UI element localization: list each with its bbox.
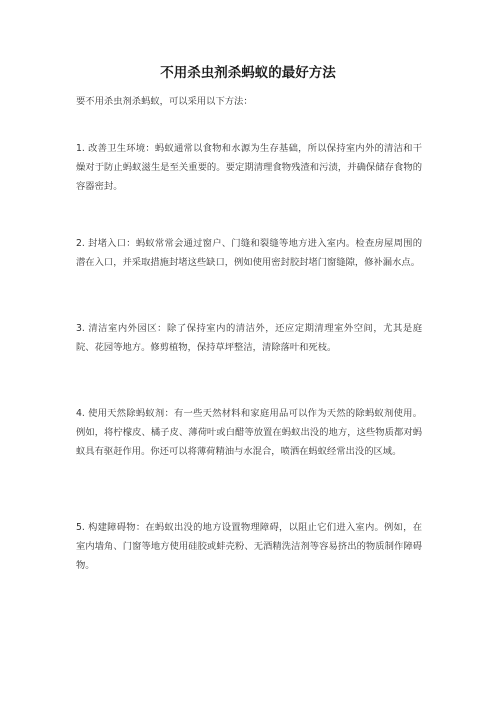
intro-paragraph: 要不用杀虫剂杀蚂蚁，可以采用以下方法： (76, 96, 253, 107)
method-item-2: 2. 封堵入口：蚂蚁常常会通过窗户、门缝和裂缝等地方进入室内。检查房屋周围的潜在入口，并采取措施封堵这些缺口，例如使用密封胶封堵门窗缝隙，修补漏水点。 (76, 238, 422, 268)
method-item-3: 3. 清洁室内外园区：除了保持室内的清洁外，还应定期清理室外空间，尤其是庭院、花园等地方。修剪植物，保持草坪整洁，清除落叶和死枝。 (76, 323, 422, 353)
document-title: 不用杀虫剂杀蚂蚁的最好方法 (160, 65, 336, 81)
method-item-4: 4. 使用天然除蚂蚁剂：有一些天然材料和家庭用品可以作为天然的除蚂蚁剂使用。例如，将柠檬皮、橘子皮、薄荷叶或白醋等放置在蚂蚁出没的地方，这些物质都对蚂蚁具有驱赶作用。你还可以将薄荷精油与水混合，喷洒在蚂蚁经常出没的区域。 (76, 408, 422, 457)
method-item-5: 5. 构建障碍物：在蚂蚁出没的地方设置物理障碍，以阻止它们进入室内。例如，在室内墙角、门窗等地方使用硅胶或蚌壳粉、无酒精洗洁剂等容易挤出的物质制作障碍物。 (76, 522, 422, 571)
method-item-1: 1. 改善卫生环境：蚂蚁通常以食物和水源为生存基础，所以保持室内外的清洁和干燥对于防止蚂蚁滋生是至关重要的。要定期清理食物残渣和污渍，并确保储存食物的容器密封。 (76, 143, 422, 192)
